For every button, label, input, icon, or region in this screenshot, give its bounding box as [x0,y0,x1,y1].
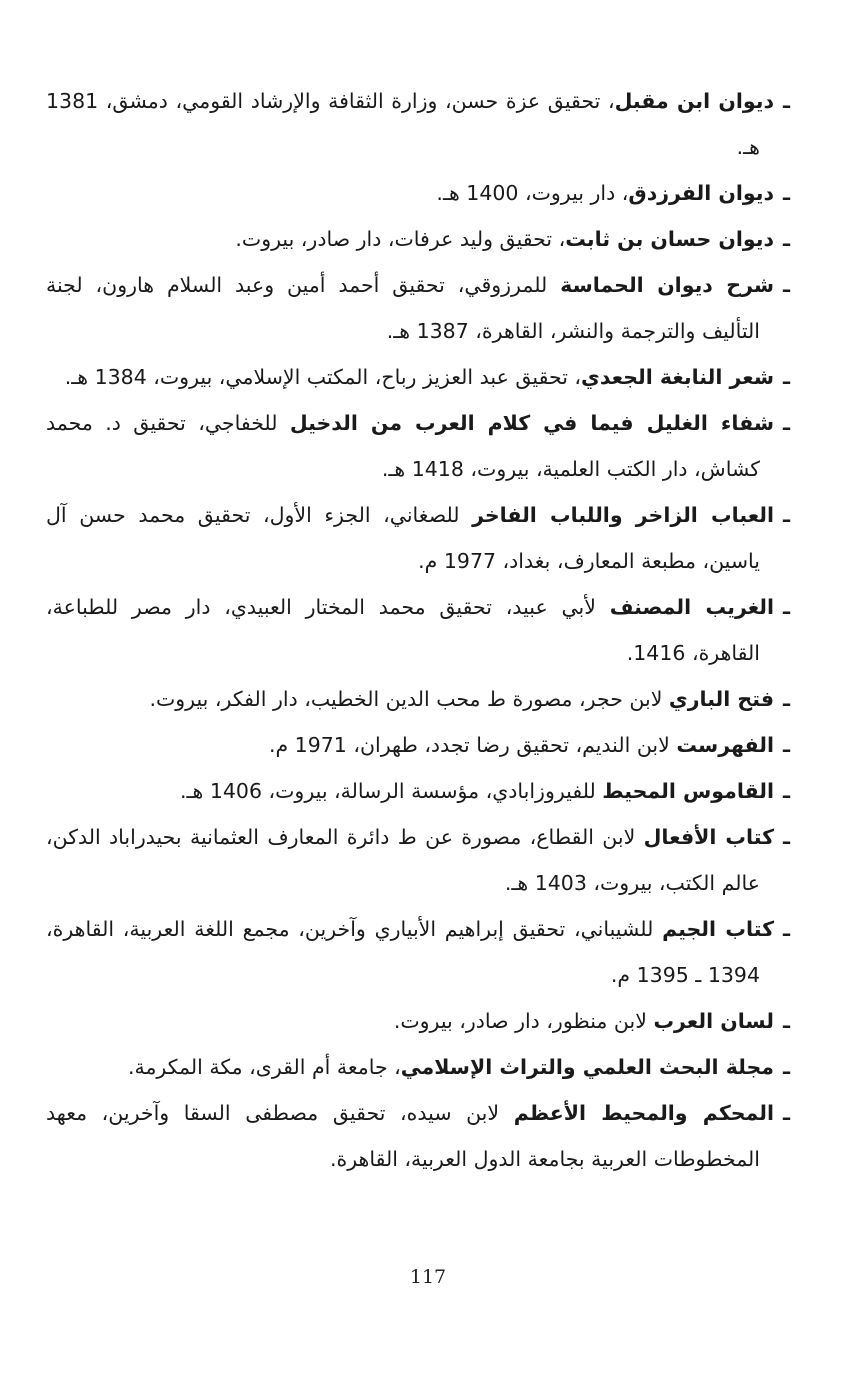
entry-title: شعر النابغة الجعدي [581,365,774,389]
bibliography-entry [46,768,790,814]
entry-dash: ـ [782,89,790,113]
entry-dash: ـ [782,687,790,711]
entry-title: فتح الباري [668,687,774,711]
page-number: 117 [409,1266,447,1288]
entry-title: كتاب الجيم [662,917,775,941]
entry-dash: ـ [782,1101,790,1125]
entry-details: لابن النديم، تحقيق رضا تجدد، طهران، 1971 م. [268,733,677,757]
entry-details: لابن القطاع، مصورة عن ط دائرة المعارف العثمانية بحيدراباد الدكن، عالم الكتب، بيروت، 1403 هـ. [46,825,760,895]
entry-details: للصغاني، الجزء الأول، تحقيق محمد حسن آل ياسين، مطبعة المعارف، بغداد، 1977 م. [46,503,760,573]
entry-details: لابن سيده، تحقيق مصطفى السقا وآخرين، معهد المخطوطات العربية بجامعة الدول العربية، القاهرة. [46,1101,760,1171]
bibliography-entry [46,584,790,676]
entry-dash: ـ [782,365,790,389]
bibliography-entry [46,354,790,400]
entry-dash: ـ [783,917,791,941]
entry-details: للخفاجي، تحقيق د. محمد كشاش، دار الكتب العلمية، بيروت، 1418 هـ. [46,411,760,481]
entry-details: للمرزوقي، تحقيق أحمد أمين وعبد السلام هارون، لجنة التأليف والترجمة والنشر، القاهرة، 1387 هـ. [46,273,760,343]
entry-title: شرح ديوان الحماسة [560,273,774,297]
entry-title: ديوان حسان بن ثابت [565,227,774,251]
entry-dash: ـ [782,825,790,849]
bibliography-entry [46,722,790,768]
entry-title: الفهرست [676,733,774,757]
entry-dash: ـ [782,181,790,205]
entry-title: ديوان الفرزدق [628,181,774,205]
entry-dash: ـ [782,227,790,251]
bibliography-entry [46,216,790,262]
entry-title: ديوان ابن مقبل [614,89,774,113]
bibliography-entry [46,1044,790,1090]
entry-dash: ـ [782,779,790,803]
entry-details: ، دار بيروت، 1400 هـ. [436,181,629,205]
entry-title: المحكم والمحيط الأعظم [513,1101,774,1125]
entry-details: ، تحقيق عزة حسن، وزارة الثقافة والإرشاد القومي، دمشق، 1381 هـ. [46,89,760,159]
entry-dash: ـ [782,411,790,435]
entry-title: الغريب المصنف [609,595,774,619]
bibliography-entry [46,78,790,170]
entry-details: للفيروزابادي، مؤسسة الرسالة، بيروت، 1406 هـ. [179,779,603,803]
entry-dash: ـ [782,733,790,757]
entry-title: القاموس المحيط [602,779,774,803]
entry-details: لأبي عبيد، تحقيق محمد المختار العبيدي، دار مصر للطباعة، القاهرة، 1416. [46,595,760,665]
bibliography-entry [46,492,790,584]
bibliography-entry [46,170,790,216]
entry-details: ، تحقيق عبد العزيز رباح، المكتب الإسلامي، بيروت، 1384 هـ. [64,365,582,389]
entry-details: لابن حجر، مصورة ط محب الدين الخطيب، دار الفكر، بيروت. [149,687,669,711]
entry-dash: ـ [782,595,790,619]
entry-dash: ـ [782,1009,790,1033]
bibliography-entry [46,676,790,722]
entry-title: العباب الزاخر واللباب الفاخر [472,503,775,527]
bibliography-entry [46,998,790,1044]
entry-title: كتاب الأفعال [643,825,774,849]
entry-dash: ـ [783,503,791,527]
entry-details: لابن منظور، دار صادر، بيروت. [393,1009,654,1033]
bibliography-entry [46,1090,790,1182]
bibliography-entry [46,262,790,354]
entry-details: للشيباني، تحقيق إبراهيم الأبياري وآخرين، مجمع اللغة العربية، القاهرة، 1394 ـ 1395 م. [46,917,760,987]
entry-dash: ـ [782,1055,790,1079]
entry-title: مجلة البحث العلمي والتراث الإسلامي [400,1055,774,1079]
bibliography-entry [46,814,790,906]
entry-dash: ـ [782,273,790,297]
bibliography-entry [46,400,790,492]
entry-title: لسان العرب [653,1009,774,1033]
bibliography-entry [46,906,790,998]
entry-details: ، تحقيق وليد عرفات، دار صادر، بيروت. [235,227,566,251]
entry-title: شفاء الغليل فيما في كلام العرب من الدخيل [289,411,774,435]
entry-details: ، جامعة أم القرى، مكة المكرمة. [127,1055,401,1079]
bibliography-list [46,78,790,1182]
